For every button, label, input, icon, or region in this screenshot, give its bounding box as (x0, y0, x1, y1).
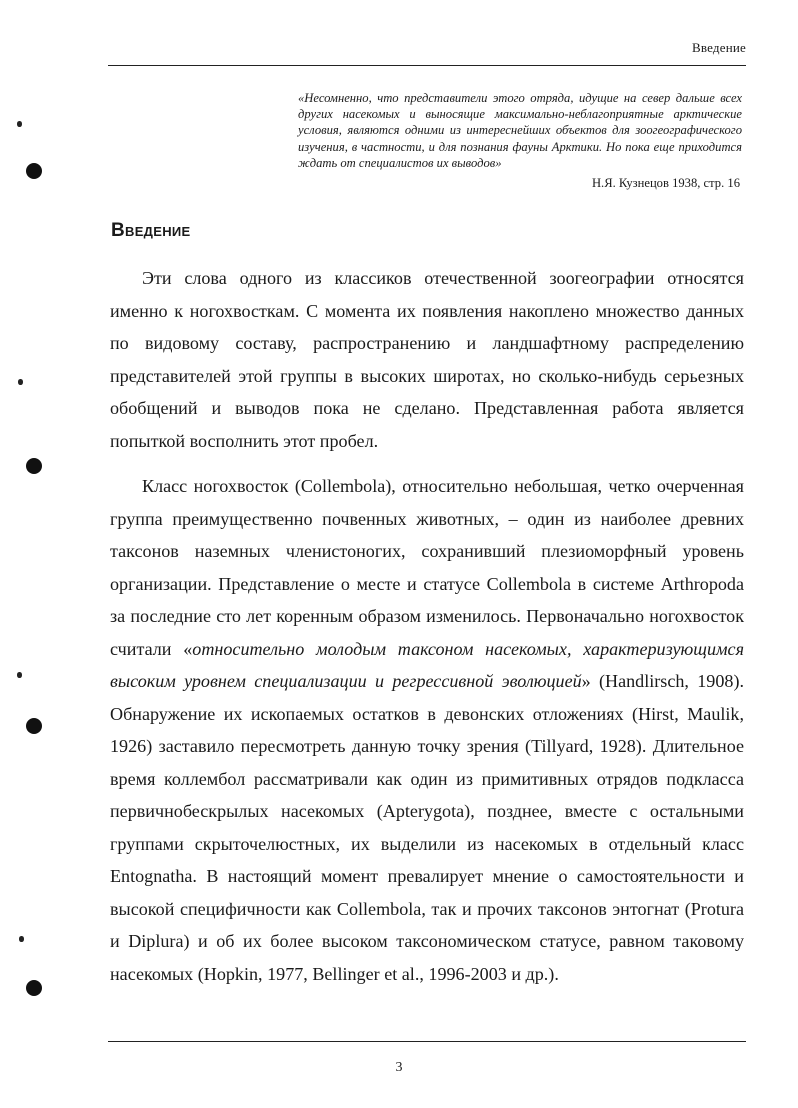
punch-hole-1 (26, 163, 42, 179)
scan-speck-2 (18, 379, 23, 385)
header-rule (108, 65, 746, 66)
page-number: 3 (395, 1060, 403, 1075)
paragraph-2-part-2: » (Handlirsch, 1908). Обнаружение их ископаемых остатков в девонских отложениях (Hirst, Maulik, 1926) заставило пересмотреть данную точку зрения (Tillyard, 1928). Длительное время коллембол рассматривали как один из примитивных отрядов подкласса первичнобескрылых насекомых (Apterygota), позднее, вместе с остальными группами скрыточелюстных, их выделили из насекомых в отдельный класс Entognatha. В настоящий момент превалирует мнение о самостоятельности и высокой специфичности как Collembola, так и прочих таксонов энтогнат (Protura и Diplura) и об их более высоком таксономическом статусе, равном таковому насекомых (Hopkin, 1977, Bellinger et al., 1996-2003 и др.). (110, 671, 744, 984)
paragraph-1: Эти слова одного из классиков отечественной зоогеографии относятся именно к ногохвосткам. С момента их появления накоплено множество данных по видовому составу, распространению и ландшафтному распределению представителей этой группы в высоких широтах, но сколько-нибудь серьезных обобщений и выводов пока не сделано. Представленная работа является попыткой восполнить этот пробел. (110, 268, 744, 451)
paragraph-2-part-1: Класс ногохвосток (Collembola), относительно небольшая, четко очерченная группа преимущественно почвенных животных, – один из наиболее древних таксонов наземных членистоногих, сохранивший плезиоморфный уровень организации. Представление о месте и статусе Collembola в системе Arthropoda за последние сто лет коренным образом изменилось. Первоначально ногохвосток считали « (110, 476, 744, 659)
punch-hole-4 (26, 980, 42, 996)
paragraph-2-italic-quote: относительно молодым таксоном насекомых, характеризующимся высоким уровнем специализации и регрессивной эволюцией (110, 638, 744, 691)
paragraph-2 (110, 470, 744, 990)
epigraph-source: Н.Я. Кузнецов 1938, стр. 16 (591, 176, 740, 190)
scan-speck-3 (17, 672, 22, 678)
body-text (110, 262, 744, 1003)
footer-rule (108, 1041, 746, 1042)
scan-speck-1 (17, 121, 22, 127)
punch-hole-2 (26, 458, 42, 474)
running-header: Введение (692, 40, 746, 55)
section-title: Введение (111, 220, 191, 241)
scan-speck-4 (19, 936, 24, 942)
punch-hole-3 (26, 718, 42, 734)
epigraph-quote: «Несомненно, что представители этого отряда, идущие на север дальше всех других насекомых и выносящие максимально-неблагоприятные арктические условия, являются одними из интереснейших объектов для зоогеографического изучения, в частности, и для познания фауны Арктики. Но пока еще приходится ждать от специалистов их выводов» (298, 91, 742, 170)
